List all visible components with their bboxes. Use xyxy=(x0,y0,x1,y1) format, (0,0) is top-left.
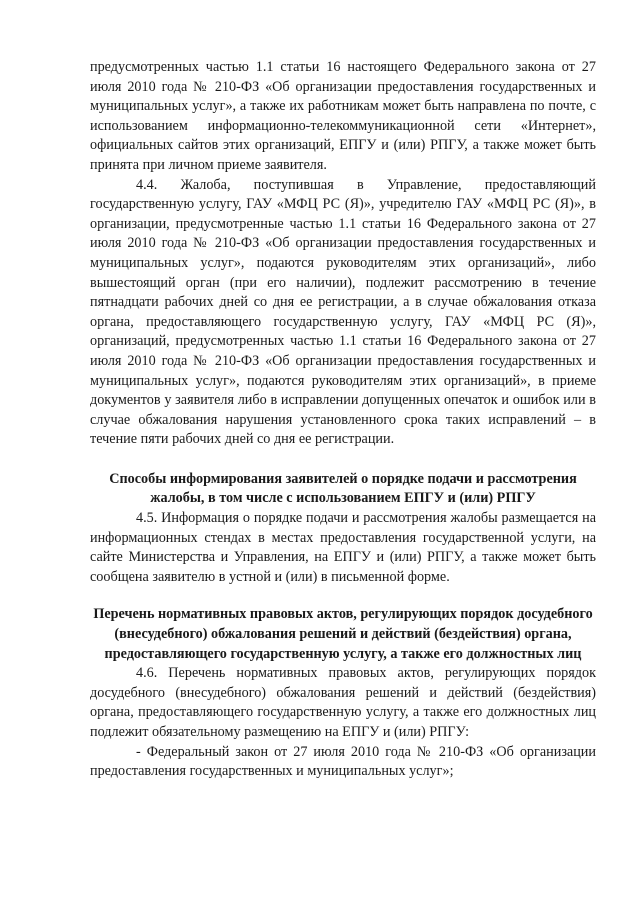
paragraph-4-6: 4.6. Перечень нормативных правовых актов, регулирующих порядок досудебного (внесудебного) обжалования решений и действий (бездействия) органа, предоставляющего государственную услугу, а также его должностных лиц подлежит обязательному размещению на ЕПГУ и (или) РПГУ: xyxy=(90,665,596,740)
section-heading-legal-acts: Перечень нормативных правовых актов, регулирующих порядок досудебного (внесудебного) обжалования решений и действий (бездействия) органа, предоставляющего государственную услугу, а также его должностных лиц xyxy=(93,606,593,662)
paragraph-4-4: 4.4. Жалоба, поступившая в Управление, предоставляющий государственную услугу, ГАУ «МФЦ РС (Я)», учредителю ГАУ «МФЦ РС (Я)», в организации, предусмотренные частью 1.1 статьи 16 Федерального закона от 27 июля 2010 года № 210-ФЗ «Об организации предоставления государственных и муниципальных услуг», подаются руководителям этих организаций», либо вышестоящий орган (при его наличии), подлежит рассмотрению в течение пятнадцати рабочих дней со дня ее регистрации, а в случае обжалования отказа органа, предоставляющего государственную услугу, ГАУ «МФЦ РС (Я)», организаций, предусмотренных частью 1.1 статьи 16 Федерального закона от 27 июля 2010 года № 210-ФЗ «Об организации предоставления государственных и муниципальных услуг», подаются руководителям этих организаций», в приеме документов у заявителя либо в исправлении допущенных опечаток и ошибок или в случае обжалования нарушения установленного срока таких исправлений – в течение пяти рабочих дней со дня ее регистрации. xyxy=(90,176,596,448)
list-item-federal-law: - Федеральный закон от 27 июля 2010 года № 210-ФЗ «Об организации предоставления государственных и муниципальных услуг»; xyxy=(90,743,596,780)
spacer xyxy=(90,587,596,605)
document-page xyxy=(90,58,596,782)
paragraph-continuation: предусмотренных частью 1.1 статьи 16 настоящего Федерального закона от 27 июля 2010 года № 210-ФЗ «Об организации предоставления государственных и муниципальных услуг», а также их работникам может быть направлена по почте, с использованием информационно-телекоммуникационной сети «Интернет», официальных сайтов этих организаций, ЕПГУ и (или) РПГУ, а также может быть принята при личном приеме заявителя. xyxy=(90,59,596,173)
paragraph-4-5: 4.5. Информация о порядке подачи и рассмотрения жалобы размещается на информационных стендах в местах предоставления государственной услуги, на сайте Министерства и Управления, на ЕПГУ и (или) РПГУ, а также может быть сообщена заявителю в устной и (или) в письменной форме. xyxy=(90,510,596,585)
spacer xyxy=(90,450,596,470)
section-heading-informing: Способы информирования заявителей о порядке подачи и рассмотрения жалобы, в том числе с использованием ЕПГУ и (или) РПГУ xyxy=(109,470,577,507)
